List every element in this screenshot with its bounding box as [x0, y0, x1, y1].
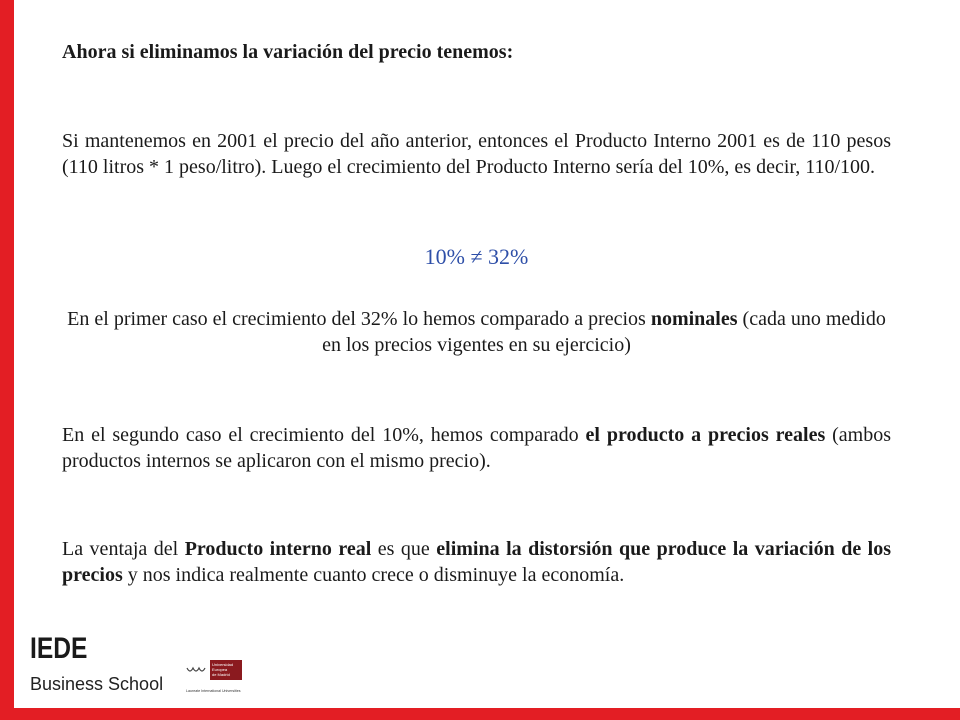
- paragraph-3: [62, 422, 891, 474]
- iede-logo: IEDE: [30, 632, 88, 665]
- bottom-accent-bar: [0, 708, 960, 720]
- paragraph-4-bold-b: elimina la distorsión que produce la variación de los precios: [62, 538, 892, 586]
- footer-logos: [14, 630, 254, 708]
- left-accent-bar: [0, 0, 14, 720]
- iede-logo-subtitle: Business School: [30, 674, 164, 694]
- paragraph-2-text-a: En el primer caso el crecimiento del 32% lo hemos comparado a precios: [67, 308, 651, 330]
- uem-logo-name-3: de Madrid: [212, 672, 230, 677]
- paragraph-3-text-a: En el segundo caso el crecimiento del 10%, hemos comparado: [62, 424, 586, 446]
- uem-logo-tagline: Laureate International Universities: [186, 689, 241, 693]
- paragraph-4-text-a: La ventaja del: [62, 538, 185, 560]
- uem-logo-name: Universidad: [212, 662, 234, 667]
- paragraph-2-bold-a: nominales: [650, 308, 738, 330]
- uem-logo-name-2: Europea: [212, 667, 228, 672]
- slide-heading: Ahora si eliminamos la variación del precio tenemos:: [62, 41, 514, 63]
- paragraph-4-text-c: y nos indica realmente cuanto crece o disminuye la economía.: [122, 564, 625, 586]
- comparison-formula: 10% ≠ 32%: [424, 244, 529, 269]
- paragraph-3-bold-a: el producto a precios reales: [585, 424, 826, 446]
- paragraph-4-bold-a: Producto interno real: [184, 538, 372, 560]
- paragraph-2-text-b: (cada uno medido en los precios vigentes en su ejercicio): [322, 308, 886, 356]
- paragraph-4: [62, 536, 891, 588]
- uem-logo: [184, 658, 244, 700]
- paragraph-4-text-b: es que: [371, 538, 437, 560]
- paragraph-1: Si mantenemos en 2001 el precio del año anterior, entonces el Producto Interno 2001 es de 110 pesos (110 litros * 1 peso/litro). Luego el crecimiento del Producto Interno sería del 10%, es decir, 110/100.: [62, 130, 891, 178]
- paragraph-2: [62, 306, 891, 358]
- slide-content: [62, 38, 892, 586]
- paragraph-3-text-b: (ambos productos internos se aplicaron con el mismo precio).: [62, 424, 891, 472]
